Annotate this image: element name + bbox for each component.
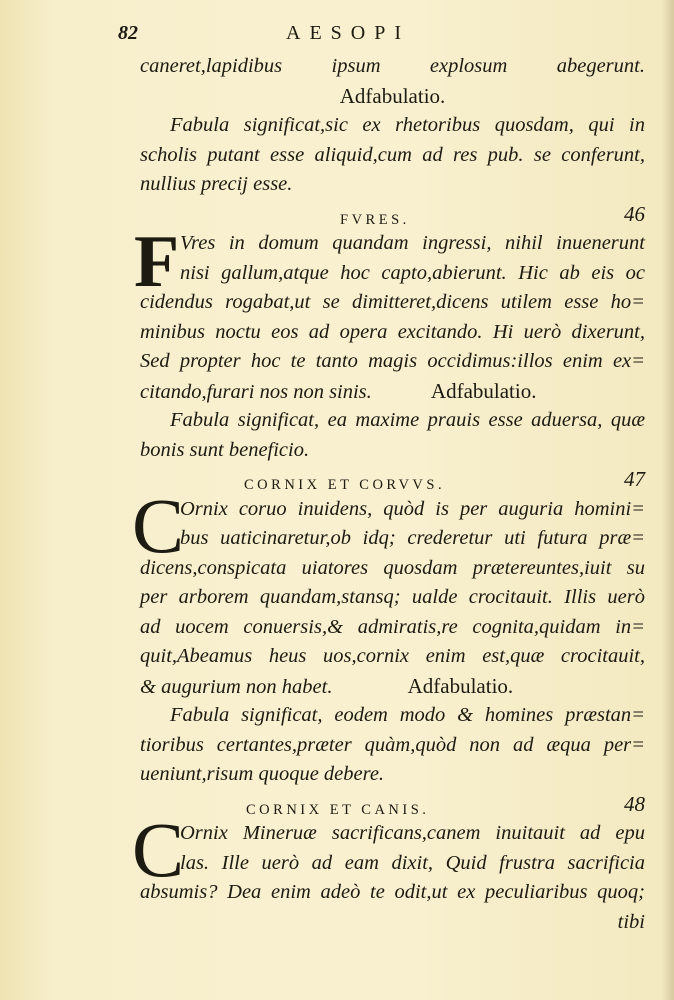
drop-capital: C [132, 806, 185, 893]
text-line: per arborem quandam,stansq; ualde crocitauit. Illis uerò [140, 586, 645, 608]
drop-capital: F [134, 221, 180, 303]
fable-title: CORNIX ET CANIS. [246, 801, 430, 818]
fable-heading-46 [140, 200, 645, 230]
adfabulatio-label: Adfabulatio. [430, 378, 537, 403]
text-line: Sed propter hoc te tanto magis occidimus:illos enim ex= [140, 350, 645, 372]
fable-heading-47 [140, 465, 645, 495]
fable-number: 46 [624, 201, 645, 226]
text-line: bus uaticinaretur,ob idq; crederetur uti futura præ= [180, 527, 645, 549]
catchword: tibi [617, 910, 645, 933]
moral-line: scholis putant esse aliquid,cum ad res pub. se conferunt, [140, 143, 645, 166]
page-number: 82 [118, 22, 138, 44]
moral-line: bonis sunt beneficio. [140, 438, 310, 461]
fable-title: CORNIX ET CORVVS. [244, 477, 446, 493]
text-line: ad uocem conuersis,& admiratis,re cognita,quidam in= [140, 615, 645, 638]
text-line: las. Ille uerò ad eam dixit, Quid frustra sacrificia [180, 851, 645, 874]
text-line [140, 672, 645, 702]
moral-line: nullius precij esse. [140, 173, 293, 195]
text-line: dicens,conspicata uiatores quosdam prætereuntes,iuit su [140, 556, 645, 579]
text-line: minibus noctu eos ad opera excitando. Hi uerò dixerunt, [140, 320, 645, 343]
fable-title: FVRES. [340, 211, 410, 228]
moral-line: Fabula significat, eodem modo & homines præstan= [170, 704, 645, 726]
text-line: cidendus rogabat,ut se dimitteret,dicens utilem esse ho= [140, 291, 645, 313]
text-line: caneret,lapidibus ipsum explosum abegerunt. [140, 55, 645, 77]
page-gutter-shadow [662, 0, 674, 1000]
moral-line: ueniunt,risum quoque debere. [140, 763, 385, 785]
moral-line: Fabula significat, ea maxime prauis esse aduersa, quæ [170, 409, 645, 431]
fable-number: 47 [624, 467, 645, 491]
text-line [140, 377, 645, 407]
adfabulatio-label: Adfabulatio. [407, 673, 514, 698]
text-line: Vres in domum quandam ingressi, nihil inuenerunt [180, 232, 645, 254]
text-line: Ornix coruo inuidens, quòd is per auguria homini= [180, 497, 645, 520]
moral-line: Fabula significat,sic ex rhetoribus quosdam, qui in [170, 114, 645, 136]
drop-capital: C [132, 481, 185, 569]
text-line: quit,Abeamus heus uos,cornix enim est,quæ crocitauit, [140, 645, 645, 667]
running-head [118, 22, 638, 48]
fable-number: 48 [624, 791, 645, 816]
text-line: Ornix Mineruæ sacrificans,canem inuitauit ad epu [180, 822, 645, 844]
text-segment: citando,furari nos non sinis. [140, 380, 372, 403]
moral-line: tioribus certantes,præter quàm,quòd non ad æqua per= [140, 733, 645, 756]
adfabulatio-label: Adfabulatio. [339, 83, 446, 108]
fable-46-body [134, 221, 645, 406]
text-block [132, 52, 645, 937]
text-line: nisi gallum,atque hoc capto,abierunt. Hic ab eis oc [180, 261, 645, 284]
running-title: AESOPI [286, 22, 411, 44]
text-line: absumis? Dea enim adeò te odit,ut ex peculiaribus quoq; [140, 881, 645, 903]
text-segment: & augurium non habet. [140, 675, 333, 698]
fable-heading-48 [140, 790, 645, 820]
